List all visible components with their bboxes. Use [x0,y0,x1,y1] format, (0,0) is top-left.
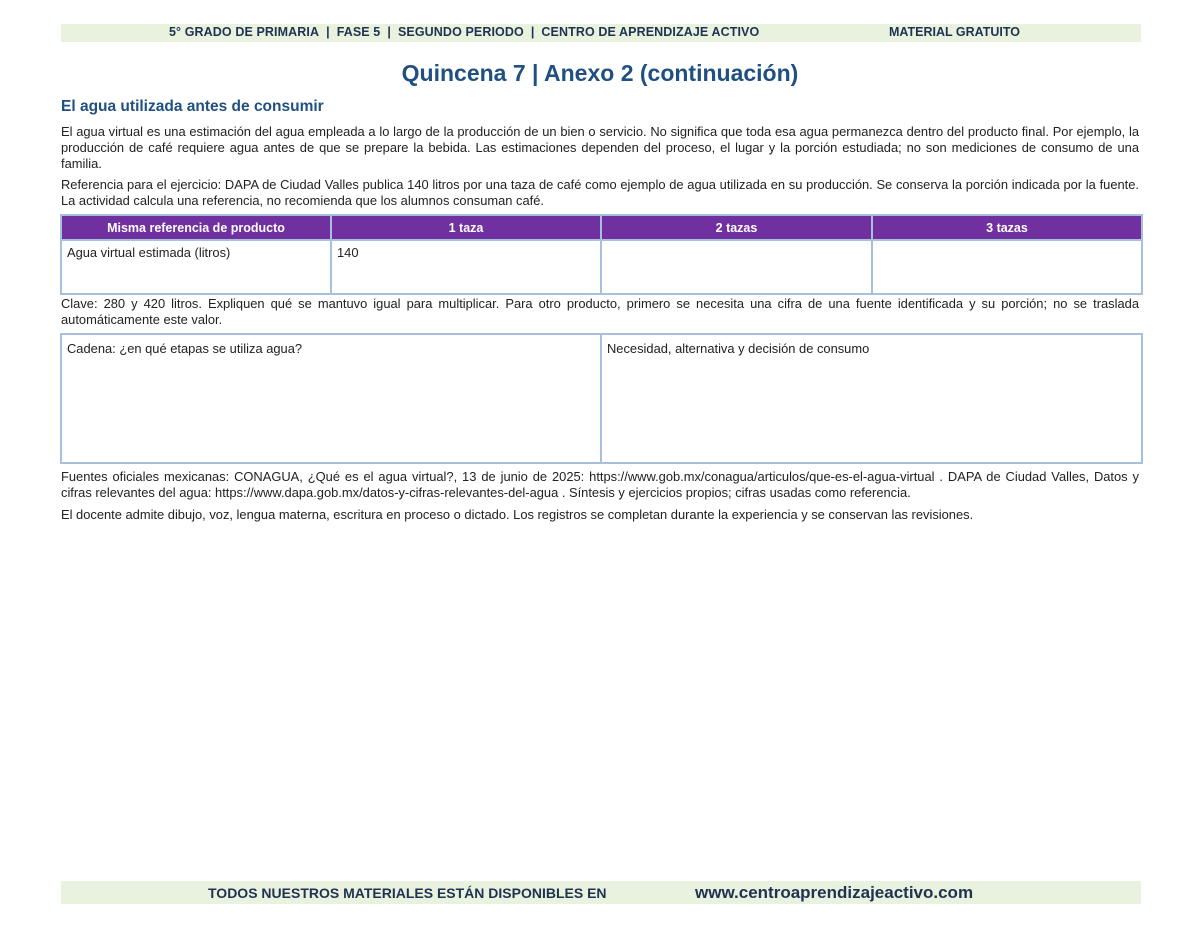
key-paragraph: Clave: 280 y 420 litros. Expliquen qué se mantuvo igual para multiplicar. Para otro producto, primero se necesita una cifra de una fuente identificada y su porción; no se traslada automáticamente este valor. [61,296,1139,327]
analysis-table [60,333,1143,464]
table-cell-3-cups[interactable] [872,240,1142,294]
table-header-cell: 2 tazas [601,215,872,240]
header-free-label: MATERIAL GRATUITO [889,25,1021,39]
reference-paragraph: Referencia para el ejercicio: DAPA de Ciudad Valles publica 140 litros por una taza de café como ejemplo de agua utilizada en su producción. Se conserva la porción indicada por la fuente. La actividad calcula una referencia, no recomienda que los alumnos consuman café. [61,177,1139,208]
table-header-cell: 1 taza [331,215,601,240]
header-period: SEGUNDO PERIODO [397,25,524,39]
water-chain-cell[interactable]: Cadena: ¿en qué etapas se utiliza agua? [61,334,601,463]
header-grade: 5° GRADO DE PRIMARIA [169,25,320,39]
consumption-decision-cell[interactable]: Necesidad, alternativa y decisión de consumo [601,334,1142,463]
header-band [61,24,1141,42]
header-center: CENTRO DE APRENDIZAJE ACTIVO [541,25,760,39]
teacher-note: El docente admite dibujo, voz, lengua materna, escritura en proceso o dictado. Los registros se completan durante la experiencia y se conservan las revisiones. [61,507,974,522]
footer-band [61,881,1141,904]
footer-url-link[interactable]: www.centroaprendizajeactivo.com [695,883,974,902]
table-header-cell: 3 tazas [872,215,1142,240]
header-separator: | [387,25,391,39]
table-header-cell: Misma referencia de producto [61,215,331,240]
cups-table [60,214,1143,295]
header-info [169,25,759,39]
table-row [61,334,1142,463]
header-separator: | [530,25,535,39]
footer-label: TODOS NUESTROS MATERIALES ESTÁN DISPONIBLES EN [208,885,607,901]
sources-paragraph: Fuentes oficiales mexicanas: CONAGUA, ¿Qué es el agua virtual?, 13 de junio de 2025: https://www.gob.mx/conagua/articulos/que-es-el-agua-virtual . DAPA de Ciudad Valles, Datos y cifras relevantes del agua: https://www.dapa.gob.mx/datos-y-cifras-relevantes-del-agua . Síntesis y ejercicios propios; cifras usadas como referencia. [61,469,1139,500]
table-row [61,240,1142,294]
table-header-row [61,215,1142,240]
section-subtitle: El agua utilizada antes de consumir [61,98,324,115]
table-cell-2-cups[interactable] [601,240,872,294]
intro-paragraph: El agua virtual es una estimación del agua empleada a lo largo de la producción de un bien o servicio. No significa que toda esa agua permanezca dentro del producto final. Por ejemplo, la producción de café requiere agua antes de que se prepare la bebida. Las estimaciones dependen del proceso, el lugar y la porción estudiada; no son mediciones de consumo de una familia. [61,124,1139,171]
page-title: Quincena 7 | Anexo 2 (continuación) [401,60,799,86]
table-cell-1-cup: 140 [331,240,601,294]
header-separator: | [326,25,330,39]
table-cell-label: Agua virtual estimada (litros) [61,240,331,294]
header-phase: FASE 5 [336,25,381,39]
